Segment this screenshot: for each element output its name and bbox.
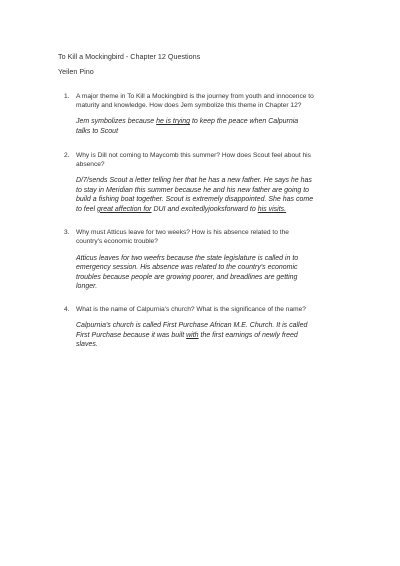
question-item xyxy=(64,306,314,350)
answer-segment: D/7/sends Scout a letter telling her that he has a new father. He says he has to stay in Meridian this summer because he and his new father are going to build a fishing boat together. Scout is extremely disappointed. She has come to feel xyxy=(76,177,314,213)
question-item xyxy=(64,229,314,291)
answer-underline: with xyxy=(186,331,199,339)
answer-segment: DUI and excitedlyjooksforward to xyxy=(151,205,258,213)
question-text: Why is Dill not coming to Maycomb this summer? How does Scout feel about his absence? xyxy=(76,152,311,168)
answer-text xyxy=(76,254,314,292)
document-title: To Kill a Mockingbird - Chapter 12 Questions xyxy=(58,52,201,61)
question-text: A major theme in To Kill a Mockingbird is the journey from youth and innocence to maturity and knowledge. How does Jem symbolize this theme in Chapter 12? xyxy=(76,93,314,109)
answer-text xyxy=(76,176,314,214)
answer-segment: Calpurnia's church is called First Purchase African M.E. Church. It is called First Purchase because it was built xyxy=(76,322,308,339)
answer-segment: Atticus leaves for two weefrs because the state legislature is called in to emergency session. His absence was related to the country's economic troubles because people are growing poorer, and breadlines are getting longer. xyxy=(76,254,299,291)
answer-underline: he is trying xyxy=(156,118,191,126)
answer-text xyxy=(76,321,314,350)
answer-text xyxy=(76,117,314,136)
question-item xyxy=(64,152,314,214)
answer-segment: the first earnings of newly freed slaves. xyxy=(76,331,298,349)
question-number: 4. xyxy=(64,305,70,313)
answer-underline: his visits. xyxy=(257,205,287,213)
question-list xyxy=(64,93,314,350)
answer-underline: great affection for xyxy=(97,205,152,213)
document-author: Yeilen Pino xyxy=(58,67,94,76)
answer-segment: to keep the peace when Calpurnia talks to Scout xyxy=(76,118,299,135)
question-number: 3. xyxy=(64,229,70,237)
answer-segment: Jem symbolizes because xyxy=(76,118,157,126)
document-header xyxy=(58,49,200,79)
question-text: What is the name of Calpurnia's church? What is the significance of the name? xyxy=(76,305,306,313)
question-text: Why must Atticus leave for two weeks? How is his absence related to the country's economic trouble? xyxy=(76,229,289,245)
question-number: 2. xyxy=(64,152,70,160)
question-item xyxy=(64,93,314,136)
question-number: 1. xyxy=(64,93,70,100)
